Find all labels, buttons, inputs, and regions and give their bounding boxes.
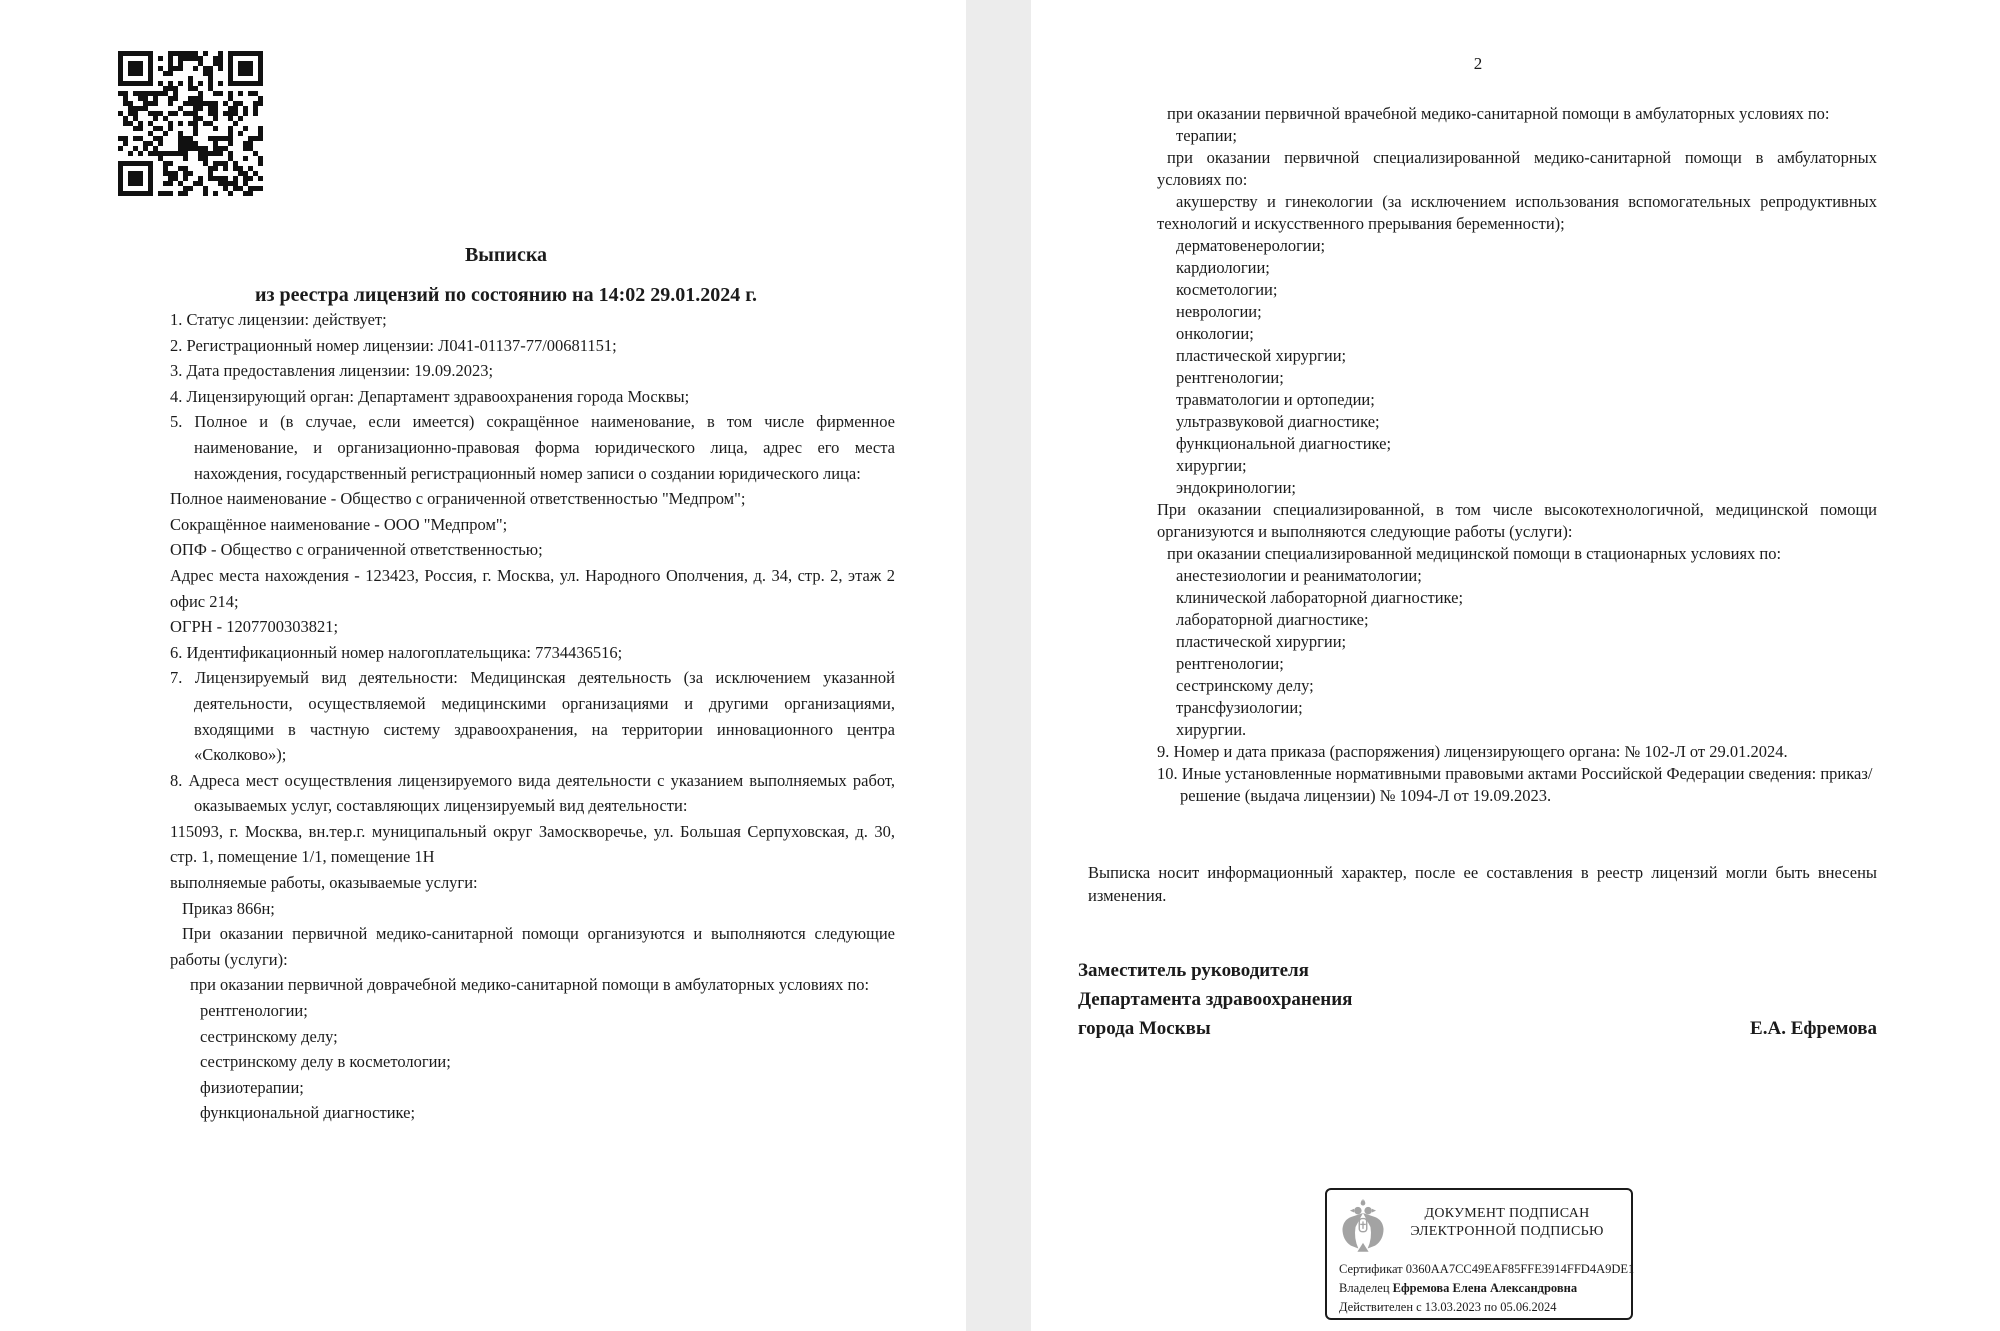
signatory-position-line: города Москвы <box>1078 1018 1211 1039</box>
document-line: пластической хирургии; <box>1176 346 1347 365</box>
document-line: Сокращённое наименование - ООО "Медпром"; <box>170 514 508 534</box>
signatory-name: Е.А. Ефремова <box>1750 1018 1877 1039</box>
document-line: ОГРН - 1207700303821; <box>170 617 339 637</box>
document-line: 5. Полное и (в случае, если имеется) сокращённое наименование, в том числе фирменное наименование, и организационно-правовая форма юридического лица, адрес его места нахождения, государственный регистрационный номер записи о создании юридического лица: <box>170 412 895 483</box>
document-line: сестринскому делу; <box>200 1026 338 1046</box>
document-line: рентгенологии; <box>1176 654 1284 673</box>
document-line: 3. Дата предоставления лицензии: 19.09.2023; <box>170 361 494 381</box>
document-line: при оказании специализированной медицинской помощи в стационарных условиях по: <box>1167 544 1782 563</box>
certificate-value: 0360AA7CC49EAF85FFE3914FFD4A9DE1 <box>1405 1262 1635 1276</box>
page-2 <box>1078 0 1877 1314</box>
document-line: косметологии; <box>1176 280 1278 299</box>
document-line: неврологии; <box>1176 302 1262 321</box>
document-line: сестринскому делу; <box>1176 676 1314 695</box>
document-line: ОПФ - Общество с ограниченной ответственностью; <box>170 540 543 560</box>
stamp-title-line2: ЭЛЕКТРОННОЙ ПОДПИСЬЮ <box>1410 1224 1604 1239</box>
document-line: 9. Номер и дата приказа (распоряжения) лицензирующего органа: № 102-Л от 29.01.2024. <box>1157 742 1788 761</box>
validity-line: Действителен с 13.03.2023 по 05.06.2024 <box>1339 1300 1557 1314</box>
document-line: 1. Статус лицензии: действует; <box>170 310 387 329</box>
document-line: 6. Идентификационный номер налогоплательщика: 7734436516; <box>170 642 623 662</box>
page2-body <box>1157 103 1877 807</box>
document-line: 115093, г. Москва, вн.тер.г. муниципальный округ Замоскворечье, ул. Большая Серпуховская, д. 30, стр. 1, помещение 1/1, помещение 1Н <box>170 821 895 867</box>
document-line: выполняемые работы, оказываемые услуги: <box>170 873 478 893</box>
document-line: При оказании первичной медико-санитарной помощи организуются и выполняются следующие работы (услуги): <box>170 924 895 969</box>
document-line: Приказ 866н; <box>182 898 275 918</box>
document-line: терапии; <box>1176 126 1237 145</box>
document-line: рентгенологии; <box>200 1001 308 1021</box>
document-title: Выписка <box>464 244 548 266</box>
document-line: 8. Адреса мест осуществления лицензируемого вида деятельности с указанием выполняемых работ, оказываемых услуг, составляющих лицензируемый вид деятельности: <box>170 770 895 816</box>
document-line: акушерству и гинекологии (за исключением использования вспомогательных репродуктивных технологий и искусственного прерывания беременности); <box>1157 192 1877 233</box>
document-line: пластической хирургии; <box>1176 632 1347 651</box>
document-line: трансфузиологии; <box>1176 698 1303 717</box>
document-line: ультразвуковой диагностике; <box>1176 412 1380 431</box>
page1-body <box>170 307 895 1126</box>
certificate-label: Сертификат <box>1339 1262 1403 1276</box>
page-number: 2 <box>1473 54 1483 73</box>
info-note: Выписка носит информационный характер, после ее составления в реестр лицензий могли быть внесены изменения. <box>1088 863 1877 905</box>
document-line: Адрес места нахождения - 123423, Россия, г. Москва, ул. Народного Ополчения, д. 34, стр. 2, этаж 2 офис 214; <box>170 565 895 611</box>
coat-of-arms-icon <box>1339 1199 1387 1255</box>
stamp-title-line1: ДОКУМЕНТ ПОДПИСАН <box>1424 1206 1590 1221</box>
document-line: 2. Регистрационный номер лицензии: Л041-01137-77/00681151; <box>170 335 617 355</box>
document-line: дерматовенерологии; <box>1176 236 1326 255</box>
document-line: сестринскому делу в косметологии; <box>200 1052 451 1072</box>
document-line: 4. Лицензирующий орган: Департамент здравоохранения города Москвы; <box>170 386 690 406</box>
document-line: хирургии. <box>1176 720 1247 739</box>
document-line: физиотерапии; <box>200 1077 304 1097</box>
document-line: функциональной диагностике; <box>200 1103 416 1123</box>
document-line: при оказании первичной врачебной медико-санитарной помощи в амбулаторных условиях по: <box>1167 104 1830 123</box>
owner-label: Владелец <box>1339 1281 1390 1295</box>
document-line: функциональной диагностике; <box>1176 434 1392 453</box>
document-line: при оказании первичной доврачебной медико-санитарной помощи в амбулаторных условиях по: <box>190 975 870 995</box>
owner-value: Ефремова Елена Александровна <box>1392 1281 1578 1295</box>
owner-line <box>1339 1279 1623 1298</box>
stamp-details <box>1339 1260 1635 1317</box>
document-line: Полное наименование - Общество с ограниченной ответственностью "Медпром"; <box>170 489 746 509</box>
signature-block <box>1078 956 1877 1043</box>
stamp-title <box>1389 1205 1625 1241</box>
document-line: 10. Иные установленные нормативными правовыми актами Российской Федерации сведения: приказ/решение (выдача лицензии) № 1094-Л от 19.09.2023. <box>1157 764 1873 805</box>
document-subtitle: из реестра лицензий по состоянию на 14:02 29.01.2024 г. <box>254 284 758 306</box>
document-line: 7. Лицензируемый вид деятельности: Медицинская деятельность (за исключением указанной деятельности, осуществляемой медицинскими организациями и другими организациями, входящими в частную систему здравоохранения, на территории инновационного центра «Сколково»); <box>170 668 895 765</box>
document-line: рентгенологии; <box>1176 368 1284 387</box>
document-line: При оказании специализированной, в том числе высокотехнологичной, медицинской помощи организуются и выполняются следующие работы (услуги): <box>1157 500 1877 541</box>
signatory-position-line: Заместитель руководителя <box>1078 960 1309 981</box>
signatory-position-line: Департамента здравоохранения <box>1078 989 1353 1010</box>
document-line: лабораторной диагностике; <box>1176 610 1369 629</box>
document-line: травматологии и ортопедии; <box>1176 390 1375 409</box>
certificate-line <box>1339 1260 1635 1279</box>
page-gutter <box>966 0 1031 1331</box>
document-line: хирургии; <box>1176 456 1247 475</box>
document-line: эндокринологии; <box>1176 478 1297 497</box>
document-line: при оказании первичной специализированной медико-санитарной помощи в амбулаторных условиях по: <box>1157 148 1877 189</box>
digital-signature-stamp <box>1325 1188 1633 1320</box>
document-line: онкологии; <box>1176 324 1254 343</box>
document-line: анестезиологии и реаниматологии; <box>1176 566 1422 585</box>
document-title-block <box>170 243 842 307</box>
document-line: клинической лабораторной диагностике; <box>1176 588 1464 607</box>
page-1 <box>170 0 895 1126</box>
document-line: кардиологии; <box>1176 258 1270 277</box>
